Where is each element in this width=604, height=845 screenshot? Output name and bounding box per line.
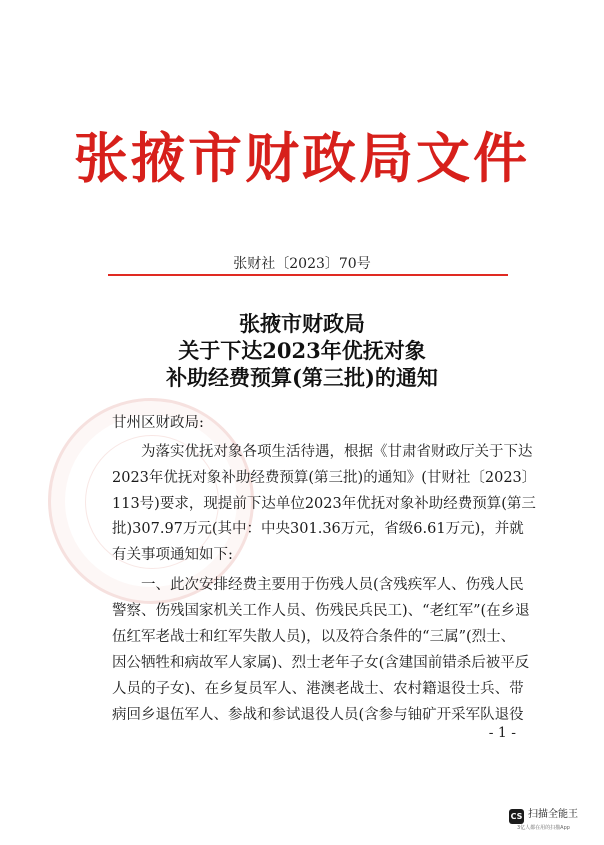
body-line: 批)307.97万元(其中：中央301.36万元，省级6.61万元)，并就 — [112, 521, 524, 537]
scanner-tagline: 3亿人都在用的扫描App — [517, 825, 570, 831]
body-line: 113号)要求，现提前下达单位2023年优抚对象补助经费预算(第三 — [112, 496, 536, 512]
scanner-logo-icon: CS — [509, 809, 524, 824]
body-line: 警察、伤残国家机关工作人员、伤残民兵民工)、“老红军”(在乡退 — [112, 603, 530, 619]
page-number: - 1 - — [488, 725, 516, 741]
notice-title-line-2: 关于下达2023年优抚对象 — [178, 338, 426, 363]
body-line: 伍红军老战士和红军失散人员)，以及符合条件的“三属”(烈士、 — [112, 629, 516, 645]
addressee: 甘州区财政局: — [112, 415, 204, 431]
body-line: 人员的子女)、在乡复员军人、港澳老战士、农村籍退役士兵、带 — [112, 681, 524, 697]
body-line: 病回乡退伍军人、参战和参试退役人员(含参与铀矿开采军队退役 — [112, 707, 524, 723]
notice-title-line-3: 补助经费预算(第三批)的通知 — [166, 365, 438, 390]
body-line: 因公牺牲和病故军人家属)、烈士老年子女(含建国前错杀后被平反 — [112, 655, 530, 671]
body-line: 一、此次安排经费主要用于伤残人员(含残疾军人、伤残人民 — [112, 577, 524, 593]
notice-title-line-1: 张掖市财政局 — [239, 311, 365, 336]
scanner-app-name: 扫描全能王 — [528, 809, 578, 820]
red-divider-line — [108, 274, 508, 276]
document-header-title: 张掖市财政局文件 — [74, 126, 530, 190]
body-line: 有关事项通知如下: — [112, 547, 233, 563]
body-line: 为落实优抚对象各项生活待遇，根据《甘肃省财政厅关于下达 — [112, 444, 533, 460]
body-line: 2023年优抚对象补助经费预算(第三批)的通知》(甘财社〔2023〕 — [112, 470, 537, 486]
document-number: 张财社〔2023〕70号 — [233, 256, 371, 272]
scanner-watermark — [509, 806, 599, 836]
